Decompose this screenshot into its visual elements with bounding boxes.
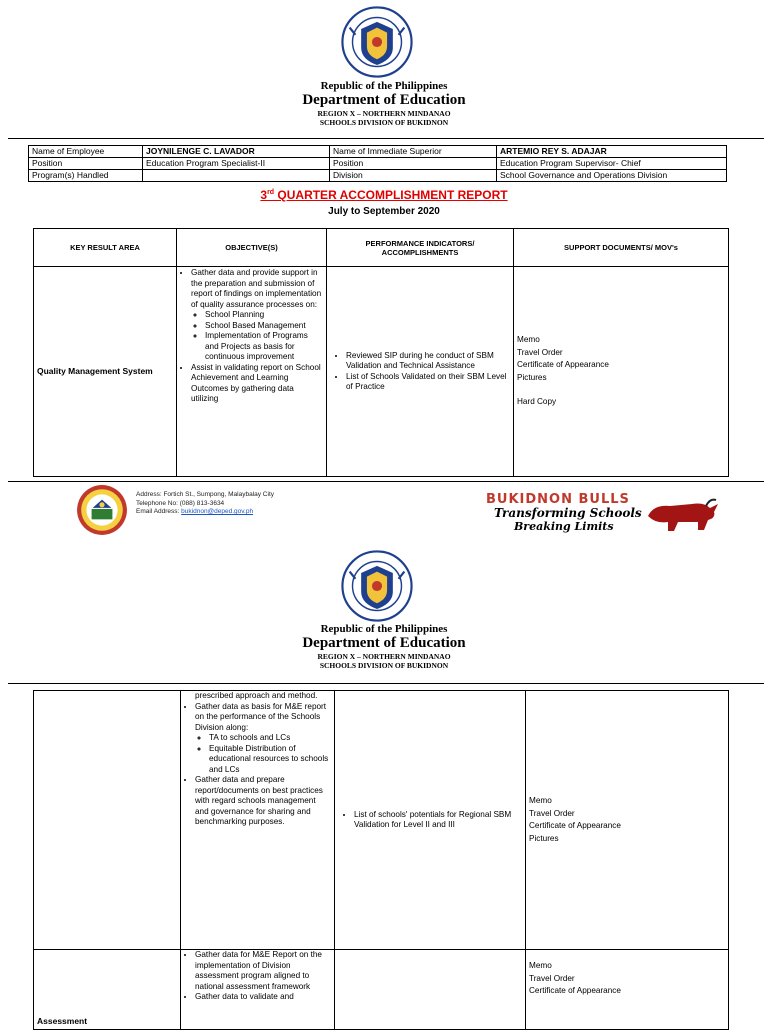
name-label: Name of Employee [29,146,143,158]
bukidnon-bulls-logo [486,492,722,536]
division-value: School Governance and Operations Division [497,170,727,182]
list-item: • List of schools' potentials for Regional SBM Validation for Level II and III [354,810,522,831]
list-item: • Gather data to validate and [195,992,331,1003]
kra-empty [34,691,181,950]
position2-value: Education Program Supervisor- Chief [497,158,727,170]
header-rule [8,138,764,139]
division-line: SCHOOLS DIVISION OF BUKIDNON [319,661,449,670]
brand-text: BUKIDNON BULLS [486,492,630,507]
report-title: 3rd QUARTER ACCOMPLISHMENT REPORT [260,188,508,202]
superior-value: ARTEMIO REY S. ADAJAR [497,146,727,158]
department-title: Department of Education [302,92,466,108]
department-title: Department of Education [302,635,466,651]
mov-cell: Memo Travel Order Certificate of Appearance [526,950,729,1030]
program-value [143,170,330,182]
position-value: Education Program Specialist-II [143,158,330,170]
region-line: REGION X – NORTHERN MINDANAO [317,109,451,118]
superior-label: Name of Immediate Superior [330,146,497,158]
name-value: JOYNILENGE C. LAVADOR [143,146,330,158]
mov-cell: Memo Travel Order Certificate of Appearance Pictures Hard Copy [514,267,729,477]
list-item: • Gather data as basis for M&E report on the performance of the Schools Division along: ◦ TA to schools and LCs ◦ Equitable Distribution of educational resources to schools and LCs [195,702,331,776]
list-item: • List of Schools Validated on their SBM Level of Practice [346,372,510,393]
list-item: ◦ TA to schools and LCs [209,733,331,744]
accomplishments-cell [327,267,514,477]
report-period: July to September 2020 [328,206,440,217]
list-item: • Gather data and provide support in the preparation and submission of report of findings on implementation of quality assurance processes on: ◦ School Planning ◦ School Based Management ◦ Implementation of Programs and Projects as basis for continuous improvement [191,268,323,363]
accomplishment-table [33,228,729,477]
col-support: SUPPORT DOCUMENTS/ MOV's [514,229,729,267]
email-link[interactable]: bukidnon@deped.gov.ph [181,508,254,515]
letterhead-page2 [0,623,768,670]
footer-rule [8,481,764,482]
col-indicators: PERFORMANCE INDICATORS/ ACCOMPLISHMENTS [327,229,514,267]
division-label: Division [330,170,497,182]
col-objectives: OBJECTIVE(S) [177,229,327,267]
republic-line: Republic of the Philippines [320,80,448,92]
list-item: • Gather data and prepare report/documents on best practices with regard schools management and governance for sharing and benchmarking purposes. [195,775,331,828]
table-row [34,691,729,950]
slogan-line2: Breaking Limits [514,520,614,533]
republic-line: Republic of the Philippines [320,623,448,635]
accomplishment-table-continued [33,690,729,1030]
list-item: • Assist in validating report on School Achievement and Learning Outcomes by gathering data utilizing [191,363,323,405]
header-rule-page2 [8,683,764,684]
accomplishments-cell [335,950,526,1030]
deped-seal-page2 [341,550,413,622]
list-item: • Gather data for M&E Report on the implementation of Division assessment program aligned to national assessment framework [195,950,331,992]
division-logo-icon [76,484,128,536]
mov-cell: Memo Travel Order Certificate of Appearance Pictures [526,691,729,950]
position-label: Position [29,158,143,170]
position2-label: Position [330,158,497,170]
footer-address: Address: Fortich St., Sumpong, Malaybalay City Telephone No: (088) 813-3634 Email Address: bukidnon@deped.gov.ph [136,491,275,515]
region-line: REGION X – NORTHERN MINDANAO [317,652,451,661]
employee-info-table [28,145,727,182]
deped-seal [341,6,413,78]
objectives-cell [177,267,327,477]
objectives-cell: prescribed approach and method. • Gather data as basis for M&E report on the performance of the Schools Division along: ◦ TA to schools and LCs ◦ Equitable Distribution of educational resources to schools and LCs • Gather data and prepare report/documents on best practices with regard schools management and governance for sharing and benchmarking purposes. [181,691,335,950]
accomplishments-cell [335,691,526,950]
kra-quality: Quality Management System [34,267,177,477]
kra-assessment: Assessment [34,950,181,1030]
letterhead [0,80,768,127]
list-item: ◦ Equitable Distribution of educational resources to schools and LCs [209,744,331,776]
list-item: ◦ School Based Management [205,321,323,332]
bull-icon [644,494,722,534]
col-kra: KEY RESULT AREA [34,229,177,267]
objectives-cell [181,950,335,1030]
list-item: ◦ School Planning [205,310,323,321]
list-item: ◦ Implementation of Programs and Projects as basis for continuous improvement [205,331,323,363]
program-label: Program(s) Handled [29,170,143,182]
slogan-line1: Transforming Schools [494,506,642,520]
division-line: SCHOOLS DIVISION OF BUKIDNON [319,118,449,127]
table-row [34,950,729,1030]
list-item: • Reviewed SIP during he conduct of SBM Validation and Technical Assistance [346,351,510,372]
table-row [34,267,729,477]
